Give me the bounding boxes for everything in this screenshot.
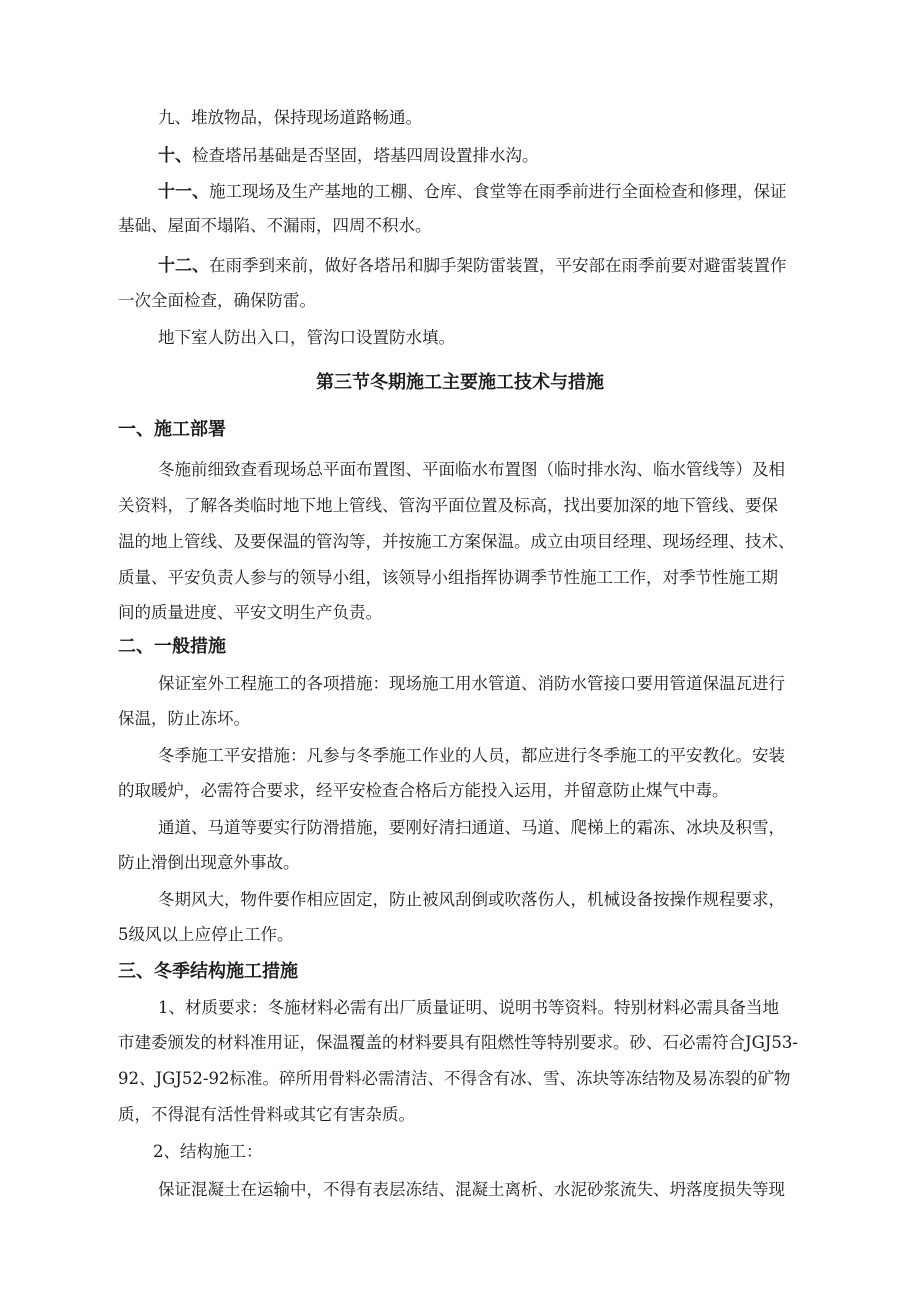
part1-text-4: 质量、平安负责人参与的领导小组，该领导小组指挥协调季节性施工工作，对季节性施工期 — [118, 568, 778, 587]
part3-line — [0, 1140, 920, 1164]
part2-heading-text: 二、一般措施 — [118, 636, 226, 657]
item-ten-text: 检查塔吊基础是否坚固，塔基四周设置排水沟。 — [192, 146, 539, 165]
part3-line — [0, 996, 920, 1020]
item-eleven-text-1: 施工现场及生产基地的工棚、仓库、食堂等在雨季前进行全面检查和修理，保证 — [209, 182, 787, 201]
part1-text-2: 关资料，了解各类临时地下地上管线、管沟平面位置及标高，找出要加深的地下管线、要保 — [118, 496, 778, 515]
part3-line — [0, 1178, 920, 1202]
basement-note — [0, 326, 920, 350]
part1-line — [0, 566, 920, 590]
item-eleven-line1 — [0, 180, 920, 204]
part2-heading — [0, 635, 920, 659]
item-ten-lead: 十、 — [158, 146, 192, 166]
part3-p2-text: 2、结构施工： — [153, 1142, 263, 1161]
part2-line — [0, 923, 920, 947]
part1-line — [0, 494, 920, 518]
part2-line — [0, 851, 920, 875]
part3-p1-text-2: 市建委颁发的材料准用证，保温覆盖的材料要具有阻燃性等特别要求。砂、石必需符合JGJ53- — [118, 1033, 798, 1052]
part3-p3-text: 保证混凝土在运输中，不得有表层冻结、混凝土离析、水泥砂浆流失、坍落度损失等现 — [158, 1180, 785, 1199]
item-twelve-line2 — [0, 289, 920, 313]
part2-p1-text-2: 保温，防止冻坏。 — [118, 709, 250, 728]
part2-line — [0, 888, 920, 912]
part2-p3-text-1: 通道、马道等要实行防滑措施，要刚好清扫通道、马道、爬梯上的霜冻、冰块及积雪， — [158, 818, 785, 837]
item-twelve-lead: 十二、 — [158, 256, 209, 276]
part2-p4-text-2: 5级风以上应停止工作。 — [118, 925, 294, 944]
part1-line — [0, 530, 920, 554]
section-title: 第三节冬期施工主要施工技术与措施 — [316, 372, 604, 393]
part3-heading — [0, 960, 920, 984]
item-twelve-text-1: 在雨季到来前，做好各塔吊和脚手架防雷装置，平安部在雨季前要对避雷装置作 — [209, 256, 787, 275]
part1-line — [0, 601, 920, 625]
basement-note-text: 地下室人防出入口，管沟口设置防水填。 — [158, 328, 455, 347]
part3-line — [0, 1067, 920, 1091]
part2-line — [0, 816, 920, 840]
item-ten — [0, 144, 920, 168]
part2-line — [0, 779, 920, 803]
part3-heading-text: 三、冬季结构施工措施 — [118, 961, 298, 982]
item-nine — [0, 106, 920, 130]
part2-p3-text-2: 防止滑倒出现意外事故。 — [118, 853, 300, 872]
part2-p2-text-2: 的取暖炉，必需符合要求，经平安检查合格后方能投入运用，并留意防止煤气中毒。 — [118, 781, 729, 800]
item-eleven-line2 — [0, 214, 920, 238]
part3-p1-text-3: 92、JGJ52-92标准。碎所用骨料必需清洁、不得含有冰、雪、冻块等冻结物及易冻裂的矿物 — [118, 1069, 791, 1088]
part1-text-3: 温的地上管线、及要保温的管沟等，并按施工方案保温。成立由项目经理、现场经理、技术、 — [118, 532, 795, 551]
part3-p1-text-4: 质，不得混有活性骨料或其它有害杂质。 — [118, 1105, 415, 1124]
part2-p1-text-1: 保证室外工程施工的各项措施：现场施工用水管道、消防水管接口要用管道保温瓦进行 — [158, 674, 785, 693]
item-twelve-text-2: 一次全面检查，确保防雷。 — [118, 291, 316, 310]
item-twelve-line1 — [0, 254, 920, 278]
item-eleven-text-2: 基础、屋面不塌陷、不漏雨，四周不积水。 — [118, 216, 432, 235]
part1-heading-text: 一、施工部署 — [118, 419, 226, 440]
part3-line — [0, 1103, 920, 1127]
part1-text-1: 冬施前细致查看现场总平面布置图、平面临水布置图（临时排水沟、临水管线等）及相 — [158, 460, 785, 479]
part1-line — [0, 458, 920, 482]
part3-p1-text-1: 1、材质要求：冬施材料必需有出厂质量证明、说明书等资料。特别材料必需具备当地 — [158, 998, 779, 1017]
item-nine-text: 九、堆放物品，保持现场道路畅通。 — [158, 108, 422, 127]
part2-p2-text-1: 冬季施工平安措施：凡参与冬季施工作业的人员，都应进行冬季施工的平安教化。安装 — [158, 746, 785, 765]
part2-line — [0, 707, 920, 731]
part1-heading — [0, 418, 920, 442]
part1-text-5: 间的质量进度、平安文明生产负责。 — [118, 603, 382, 622]
item-eleven-lead: 十一、 — [158, 182, 209, 202]
part2-p4-text-1: 冬期风大，物件要作相应固定，防止被风刮倒或吹落伤人，机械设备按操作规程要求， — [158, 890, 785, 909]
part3-line — [0, 1031, 920, 1055]
part2-line — [0, 744, 920, 768]
part2-line — [0, 672, 920, 696]
